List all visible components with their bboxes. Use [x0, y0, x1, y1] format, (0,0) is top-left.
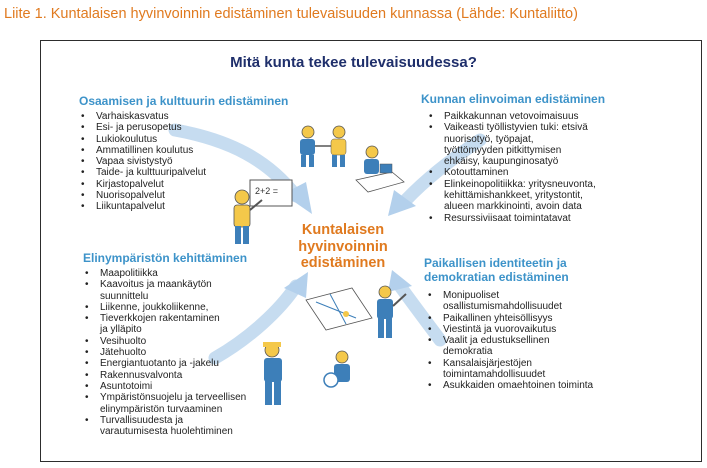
list-item: • Kotouttaminen	[428, 167, 648, 178]
list-item: • Lukiokoulutus	[80, 134, 270, 145]
list-item: • Kirjastopalvelut	[80, 179, 270, 190]
planner-figure-icon	[306, 288, 372, 330]
section-list-environment	[84, 268, 274, 437]
list-item: • Monipuoliset osallistumismahdollisuudet	[427, 290, 637, 313]
list-item: • Tieverkkojen rakentaminen ja ylläpito	[84, 313, 274, 336]
list-item: • Asukkaiden omaehtoinen toiminta	[427, 380, 637, 391]
list-item: • Kansalaisjärjestöjen toimintamahdollisuudet	[427, 358, 637, 381]
list-item: • Liikuntapalvelut	[80, 201, 270, 212]
section-list-culture	[80, 111, 270, 213]
list-item: • Resurssiviisaat toimintatavat	[428, 213, 648, 224]
list-item: • Vaalit ja edustuksellinen demokratia	[427, 335, 637, 358]
list-item: • Maapolitiikka	[84, 268, 274, 279]
section-title-democracy: Paikallisen identiteetin ja demokratian edistäminen	[424, 256, 569, 284]
section-list-democracy	[427, 290, 637, 392]
list-item: • Paikallinen yhteisöllisyys	[427, 313, 637, 324]
section-title-vitality: Kunnan elinvoiman edistäminen	[421, 92, 606, 106]
children-figure-icon	[300, 126, 346, 167]
list-item: • Vaikeasti työllistyvien tuki: etsivä nuorisotyö, työpajat, työttömyyden pitkittymisen ehkäisy, kaupunginosatyö	[428, 122, 648, 167]
center-line-1: Kuntalaisen	[301, 222, 385, 238]
office-worker-figure-icon	[356, 146, 404, 192]
section-title-culture: Osaamisen ja kulttuurin edistäminen	[79, 94, 289, 108]
list-item: • Viestintä ja vuorovaikutus	[427, 324, 637, 335]
list-item: • Varhaiskasvatus	[80, 111, 270, 122]
section-title-environment: Elinympäristön kehittäminen	[83, 251, 248, 265]
speaker-figure-icon	[324, 351, 350, 387]
list-item: • Elinkeinopolitiikka: yritysneuvonta, kehittämishankkeet, yritystontit, alueen markkinointi, avoin data	[428, 179, 648, 213]
section-list-vitality	[428, 111, 648, 224]
list-item: • Vesihuolto	[84, 336, 274, 347]
list-item: • Taide- ja kulttuuripalvelut	[80, 167, 270, 178]
list-item: • Esi- ja perusopetus	[80, 122, 270, 133]
center-line-3: edistäminen	[300, 255, 386, 271]
list-item: • Energiantuotanto ja -jakelu	[84, 358, 274, 369]
diagram-title: Mitä kunta tekee tulevaisuudessa?	[230, 54, 477, 71]
list-item: • Asuntotoimi	[84, 381, 274, 392]
list-item: • Ammatillinen koulutus	[80, 145, 270, 156]
center-label	[284, 222, 402, 272]
list-item: • Jätehuolto	[84, 347, 274, 358]
list-item: • Vapaa sivistystyö	[80, 156, 270, 167]
list-item: • Ympäristönsuojelu ja terveellisen elinympäristön turvaaminen	[84, 392, 274, 415]
list-item: • Turvallisuudesta ja varautumisesta huolehtiminen	[84, 415, 274, 438]
list-item: • Liikenne, joukkoliikenne,	[84, 302, 274, 313]
center-line-2: hyvinvoinnin	[298, 238, 388, 255]
figure-caption: Liite 1. Kuntalaisen hyvinvoinnin edistäminen tulevaisuuden kunnassa (Lähde: Kuntaliitto)	[4, 6, 578, 22]
list-item: • Paikkakunnan vetovoimaisuus	[428, 111, 648, 122]
list-item: • Nuorisopalvelut	[80, 190, 270, 201]
list-item: • Rakennusvalvonta	[84, 370, 274, 381]
board-text: 2+2 =	[255, 186, 279, 196]
list-item: • Kaavoitus ja maankäytön suunnittelu	[84, 279, 274, 302]
